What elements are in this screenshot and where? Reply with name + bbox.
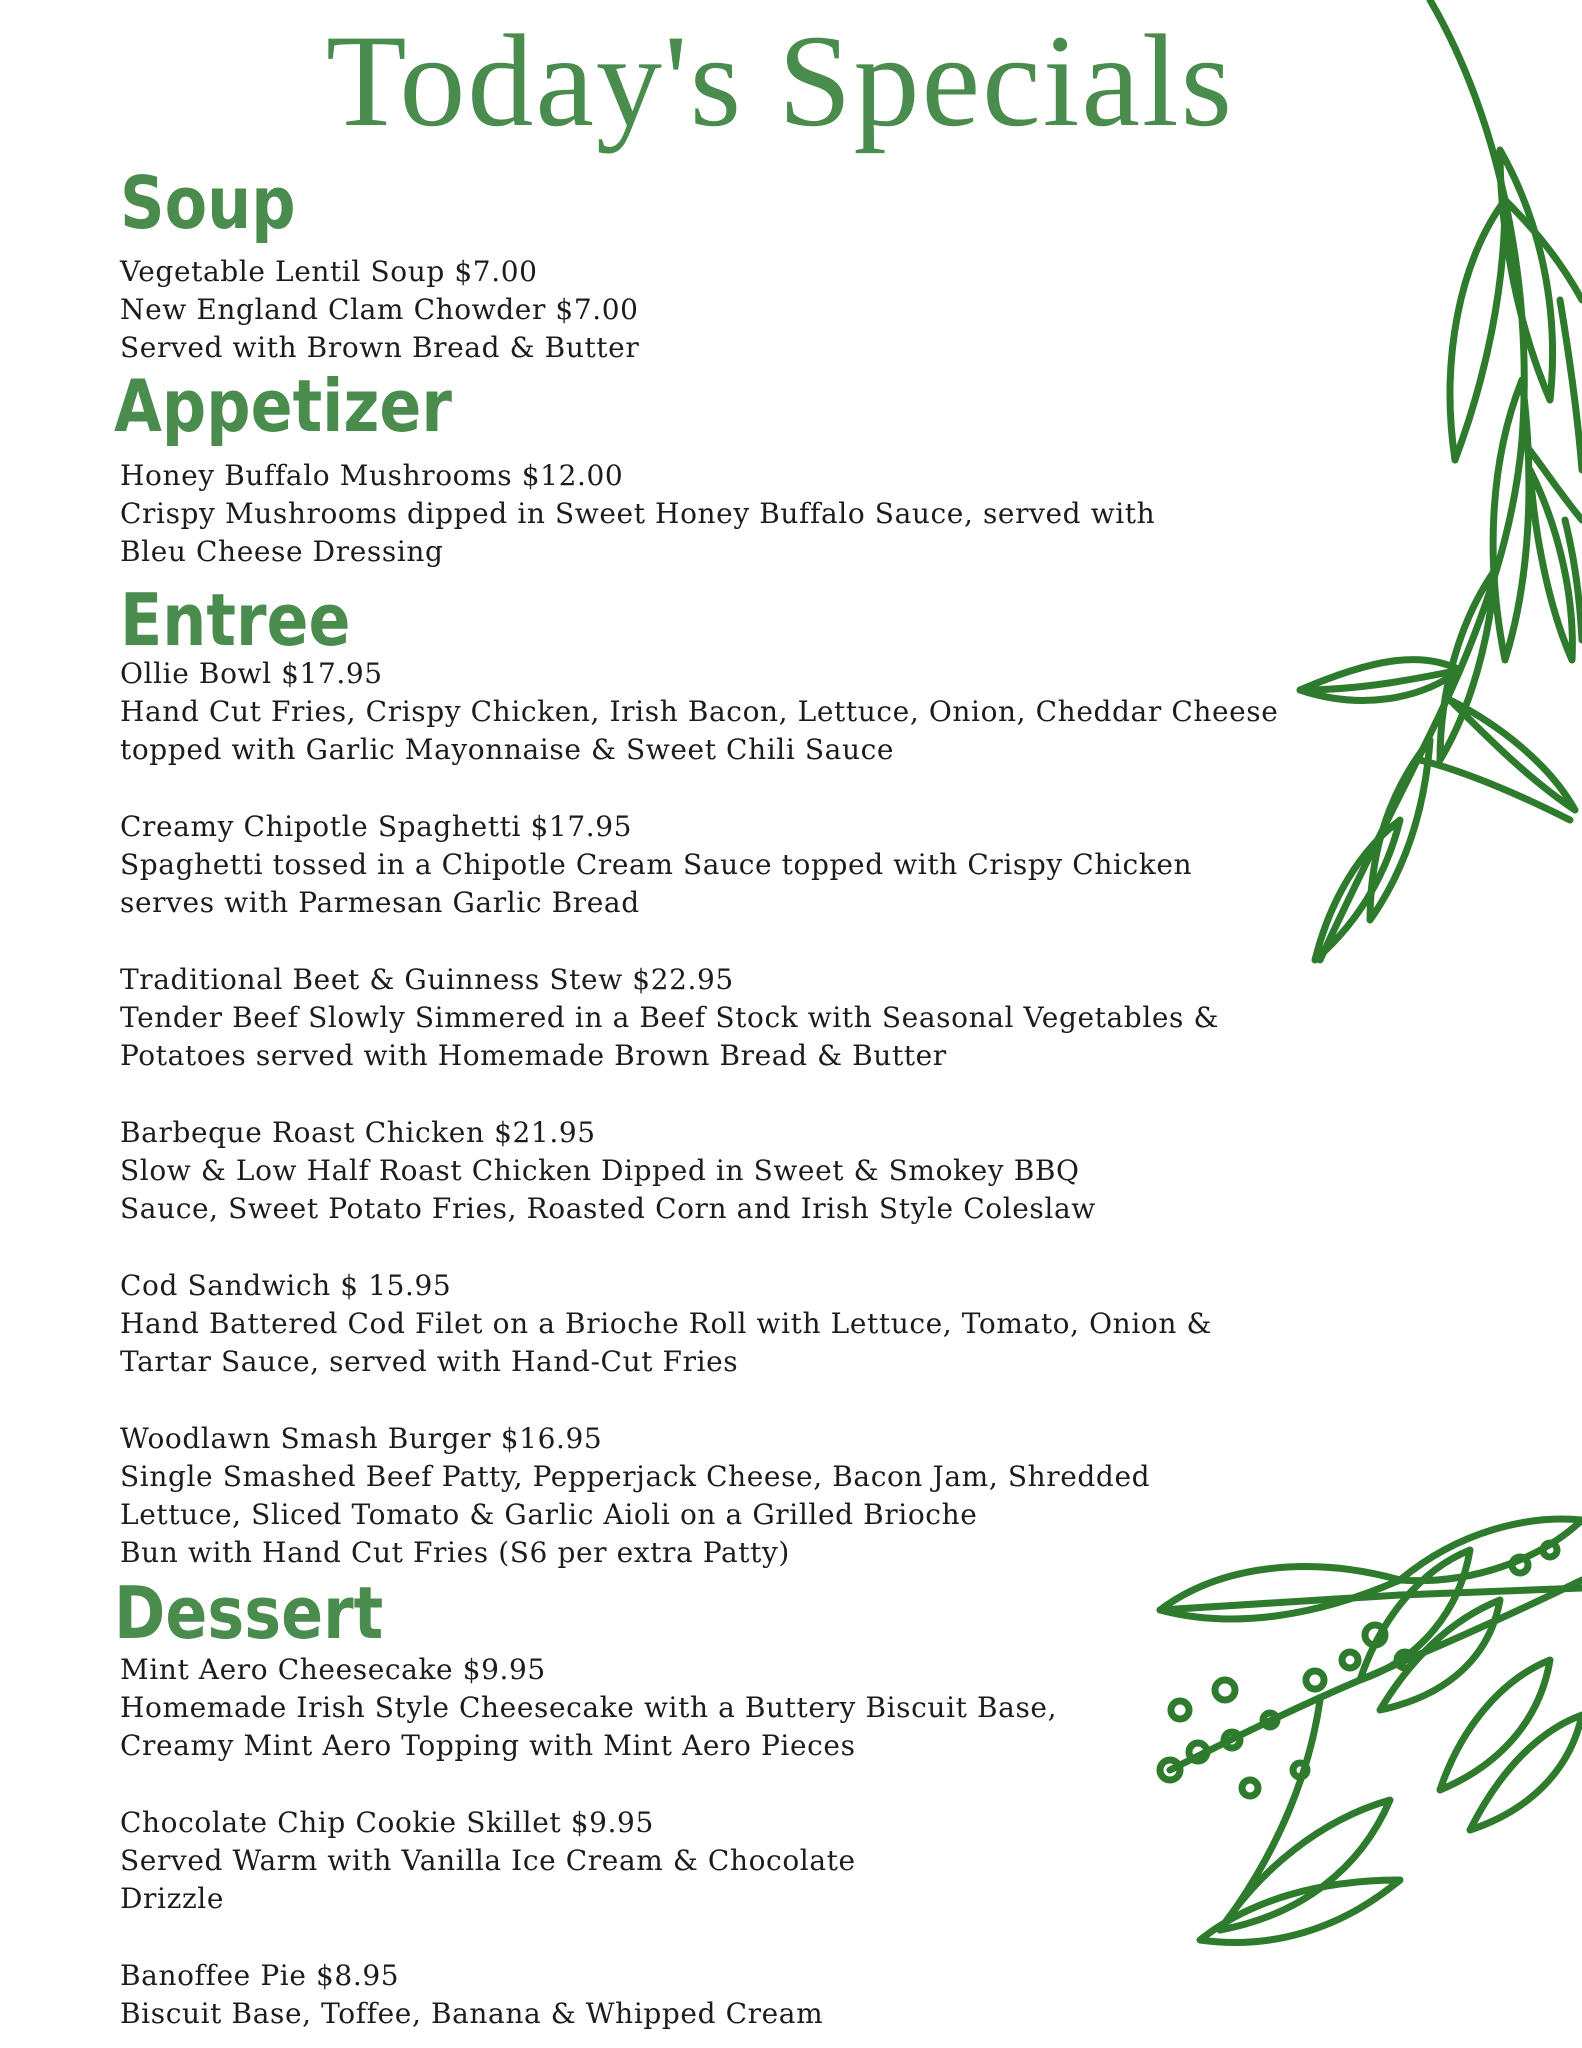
menu-line: Biscuit Base, Toffee, Banana & Whipped Cream	[120, 1997, 824, 2030]
page-title: Today's Specials	[325, 7, 1235, 154]
menu-line: Bun with Hand Cut Fries (S6 per extra Patty)	[120, 1536, 790, 1569]
menu-line: Spaghetti tossed in a Chipotle Cream Sauce topped with Crispy Chicken	[120, 848, 1193, 881]
menu-line: Barbeque Roast Chicken $21.95	[120, 1116, 596, 1149]
menu-line: Tartar Sauce, served with Hand-Cut Fries	[120, 1345, 739, 1378]
menu-line: Served with Brown Bread & Butter	[120, 331, 640, 364]
menu-line: Hand Battered Cod Filet on a Brioche Roll with Lettuce, Tomato, Onion &	[120, 1307, 1212, 1340]
menu-line: Traditional Beet & Guinness Stew $22.95	[120, 963, 734, 996]
menu-line: Mint Aero Cheesecake $9.95	[120, 1653, 546, 1686]
leaf-branch-bottom-right-icon	[1140, 1470, 1582, 1970]
menu-line: Served Warm with Vanilla Ice Cream & Chocolate	[120, 1844, 856, 1877]
menu-line: New England Clam Chowder $7.00	[120, 293, 639, 326]
menu-line: Ollie Bowl $17.95	[120, 657, 383, 690]
menu-line: Slow & Low Half Roast Chicken Dipped in Sweet & Smokey BBQ	[120, 1154, 1080, 1187]
menu-line: Banoffee Pie $8.95	[120, 1959, 400, 1992]
menu-line: Lettuce, Sliced Tomato & Garlic Aioli on a Grilled Brioche	[120, 1498, 978, 1531]
menu-line: Tender Beef Slowly Simmered in a Beef Stock with Seasonal Vegetables &	[120, 1001, 1220, 1034]
menu-line: serves with Parmesan Garlic Bread	[120, 886, 640, 919]
menu-line: Drizzle	[120, 1882, 225, 1915]
leaf-branch-top-right-icon	[1260, 0, 1582, 1010]
menu-line: Chocolate Chip Cookie Skillet $9.95	[120, 1806, 654, 1839]
menu-line: Potatoes served with Homemade Brown Bread & Butter	[120, 1039, 947, 1072]
menu-line: Sauce, Sweet Potato Fries, Roasted Corn and Irish Style Coleslaw	[120, 1192, 1096, 1225]
menu-line: Single Smashed Beef Patty, Pepperjack Cheese, Bacon Jam, Shredded	[120, 1460, 1151, 1493]
section-heading-dessert: Dessert	[114, 1571, 384, 1655]
menu-line: Woodlawn Smash Burger $16.95	[120, 1422, 603, 1455]
menu-line: Crispy Mushrooms dipped in Sweet Honey Buffalo Sauce, served with	[120, 497, 1156, 530]
menu-line: topped with Garlic Mayonnaise & Sweet Chili Sauce	[120, 733, 895, 766]
section-heading-entree: Entree	[120, 578, 351, 662]
menu-line: Honey Buffalo Mushrooms $12.00	[120, 459, 624, 492]
menu-line: Cod Sandwich $ 15.95	[120, 1269, 452, 1302]
section-heading-soup: Soup	[120, 161, 296, 245]
menu-line: Creamy Chipotle Spaghetti $17.95	[120, 810, 633, 843]
menu-line: Bleu Cheese Dressing	[120, 535, 444, 568]
menu-line: Homemade Irish Style Cheesecake with a Buttery Biscuit Base,	[120, 1691, 1058, 1724]
menu-line: Creamy Mint Aero Topping with Mint Aero Pieces	[120, 1729, 856, 1762]
menu-line: Vegetable Lentil Soup $7.00	[120, 255, 538, 288]
section-heading-appetizer: Appetizer	[114, 364, 452, 448]
menu-line: Hand Cut Fries, Crispy Chicken, Irish Bacon, Lettuce, Onion, Cheddar Cheese	[120, 695, 1279, 728]
